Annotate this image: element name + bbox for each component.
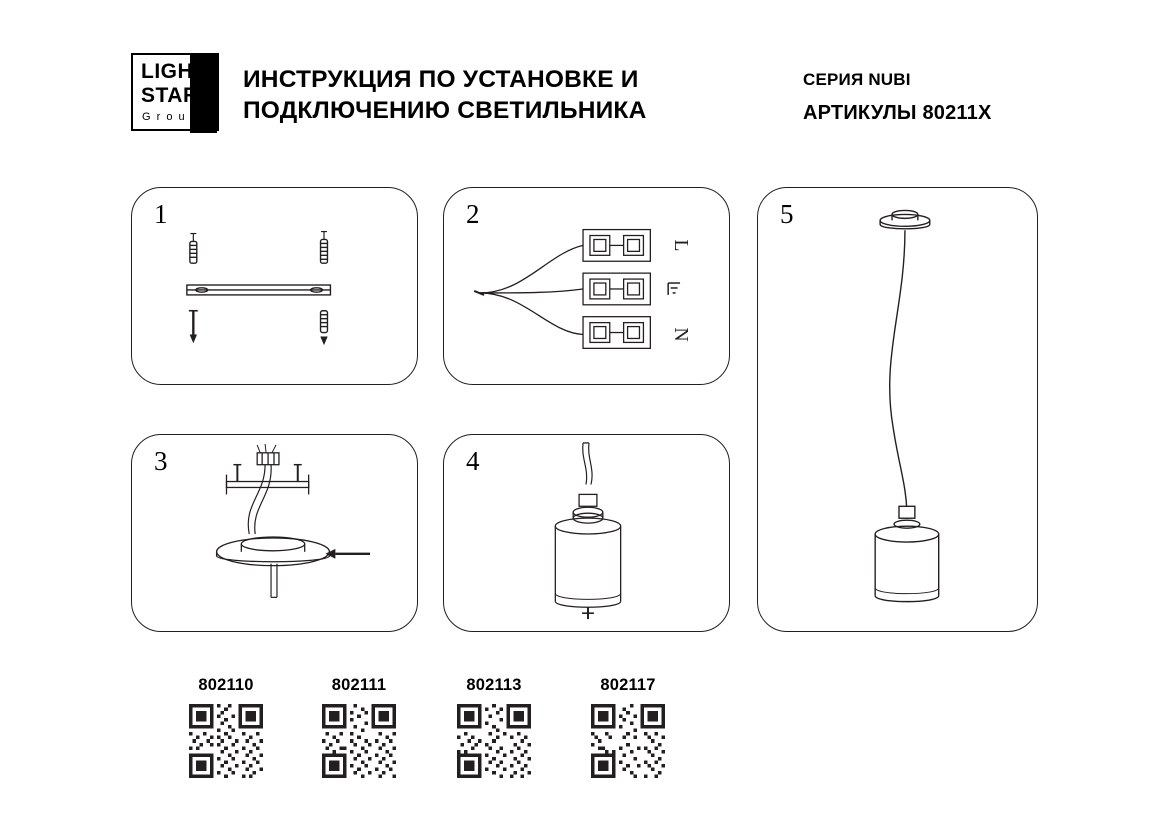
page-header [0,0,1169,160]
article-label: АРТИКУЛЫ 80211X [803,102,992,124]
step-number-2: 2 [466,199,480,229]
step-1-illustration [132,188,417,384]
qr-group-802113 [455,676,533,778]
step-number-1: 1 [154,199,168,229]
logo-line-light: LIGHT [141,60,207,83]
step-panel-4 [443,434,730,632]
qr-code-image [189,704,263,778]
series-label: СЕРИЯ NUBI [803,70,911,89]
qr-group-802111 [320,676,398,778]
step-4-illustration [444,435,729,631]
step-number-4: 4 [466,446,480,476]
qr-label: 802110 [198,676,254,694]
qr-label: 802111 [331,676,387,694]
step-5-illustration [758,188,1037,631]
lightstar-logo [131,53,219,131]
qr-group-802117 [589,676,667,778]
terminal-label-earth [668,283,680,295]
step-number-3: 3 [154,446,168,476]
terminal-label-L: L [670,239,693,252]
qr-label: 802113 [466,676,522,694]
qr-code-image [322,704,396,778]
logo-line-group: G r o u p [142,111,199,123]
qr-code-image [591,704,665,778]
step-panel-1 [131,187,418,385]
step-panel-3 [131,434,418,632]
step-3-illustration [132,435,417,631]
qr-code-image [457,704,531,778]
step-panel-2 [443,187,730,385]
step-2-illustration [444,188,729,384]
step-number-5: 5 [780,199,794,229]
terminal-label-N: N [670,327,693,342]
qr-group-802110 [187,676,265,778]
page-title: ИНСТРУКЦИЯ ПО УСТАНОВКЕ И ПОДКЛЮЧЕНИЮ СВЕТИЛЬНИКА [243,66,647,125]
qr-label: 802117 [600,676,656,694]
logo-line-star: STAR [141,84,199,107]
step-panel-5 [757,187,1038,632]
